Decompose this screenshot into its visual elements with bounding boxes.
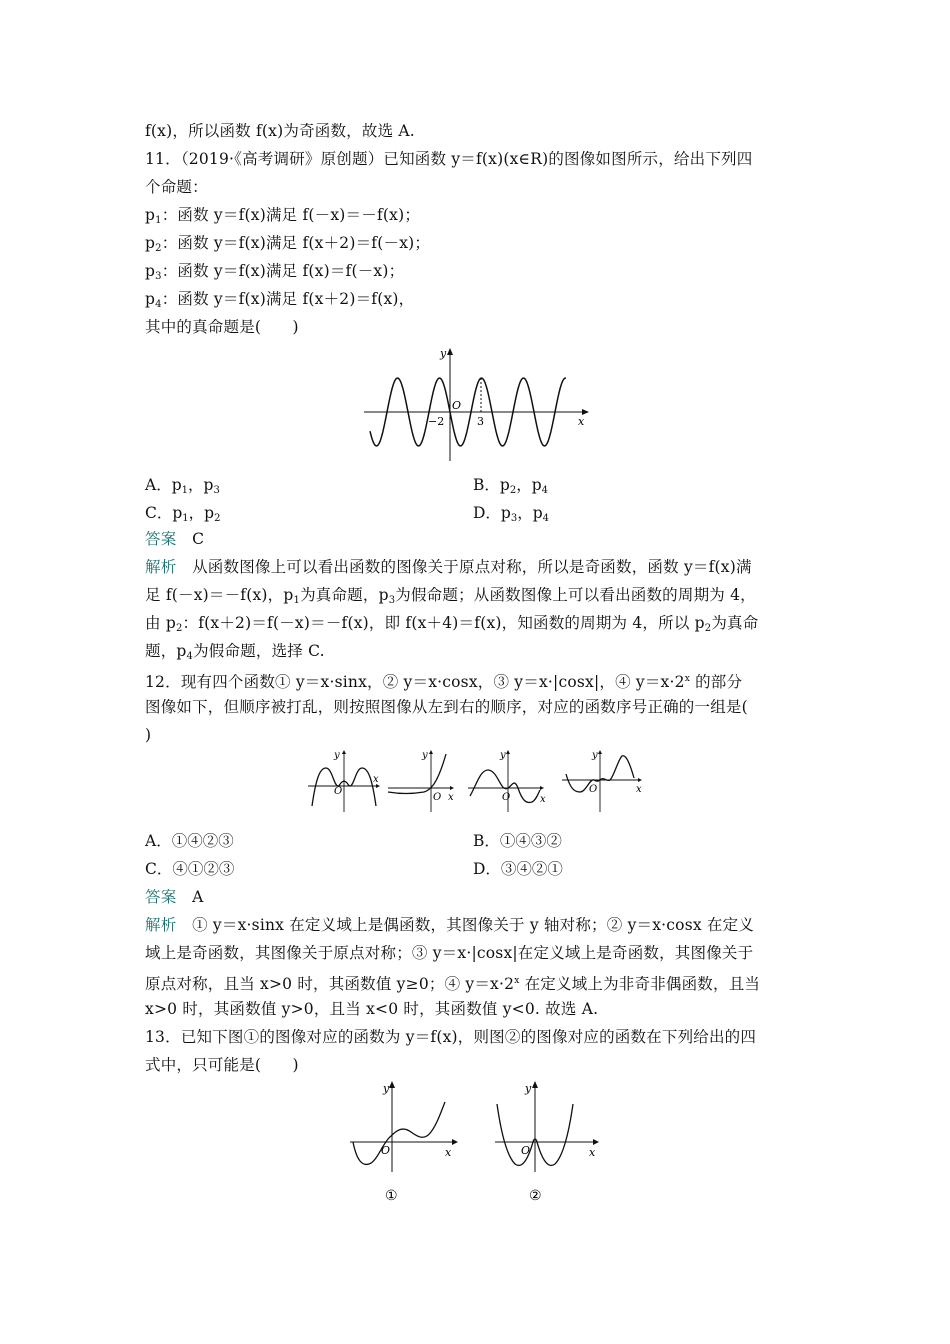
proposition-text: ：函数 y＝f(x)满足 f(－x)＝－f(x)； bbox=[161, 206, 421, 224]
answer-label: 答案 bbox=[145, 888, 177, 906]
q13-graph-2 bbox=[495, 1081, 599, 1204]
question-text: 12．现有四个函数① y＝x·sinx，② y＝x·cosx，③ y＝x·|cosx|，④ y＝x·2 bbox=[145, 673, 685, 691]
y-axis-label: y bbox=[440, 347, 447, 360]
x-axis-label: x bbox=[636, 784, 642, 795]
answer-11 bbox=[145, 529, 204, 549]
option-sub: 1 bbox=[182, 513, 189, 524]
y-axis-label: y bbox=[422, 750, 428, 761]
p-letter: p bbox=[694, 614, 705, 632]
proposition-p4 bbox=[145, 289, 414, 315]
question-text: 的部分 bbox=[689, 673, 743, 691]
option-sub: 4 bbox=[542, 513, 550, 524]
origin-label: O bbox=[502, 792, 511, 803]
q11-graph bbox=[360, 345, 590, 465]
p-letter: p bbox=[283, 586, 294, 604]
question-11-stem-cont: 个命题： bbox=[145, 178, 208, 196]
p-letter: p bbox=[378, 586, 389, 604]
question-11-prompt: 其中的真命题是( ) bbox=[145, 318, 299, 336]
option-12-C[interactable]: C．④①②③ bbox=[145, 860, 235, 878]
explanation-text: 为真命 bbox=[711, 614, 759, 632]
p-letter: p bbox=[165, 614, 176, 632]
x-axis-label: x bbox=[540, 794, 546, 805]
question-12-stem-end: ) bbox=[145, 726, 152, 744]
option-11-B[interactable] bbox=[473, 475, 548, 501]
q12-graphs bbox=[300, 748, 650, 814]
proposition-p1 bbox=[145, 205, 420, 231]
option-11-A[interactable] bbox=[145, 475, 220, 501]
y-axis-arrow bbox=[447, 348, 453, 355]
proposition-p2 bbox=[145, 233, 430, 259]
explanation-text: 原点对称，且当 x>0 时，其函数值 y≥0；④ y＝x·2 bbox=[145, 975, 515, 993]
p-subscript: 3 bbox=[388, 595, 396, 606]
figure-caption-1: ① bbox=[385, 1188, 398, 1204]
answer-value: A bbox=[192, 888, 204, 906]
y-axis-label: y bbox=[334, 750, 340, 761]
option-sub: 2 bbox=[509, 485, 517, 496]
question-13-stem-cont: 式中，只可能是( ) bbox=[145, 1056, 299, 1074]
option-12-A[interactable]: A．①④②③ bbox=[145, 832, 234, 850]
option-text: ，p bbox=[516, 476, 542, 494]
explanation-12-line4: x>0 时，其函数值 y>0，且当 x<0 时，其函数值 y<0. 故选 A. bbox=[145, 1000, 599, 1018]
origin-label: O bbox=[521, 1144, 531, 1157]
option-11-D[interactable] bbox=[473, 503, 549, 529]
x-axis-label: x bbox=[445, 1146, 452, 1159]
explanation-11-line2 bbox=[145, 585, 756, 611]
explanation-text: 为假命题，选择 C. bbox=[193, 642, 325, 660]
figure-caption-2: ② bbox=[529, 1188, 542, 1204]
explanation-text: 由 bbox=[145, 614, 166, 632]
option-12-B[interactable]: B．①④③② bbox=[473, 832, 562, 850]
answer-value: C bbox=[192, 530, 205, 548]
y-axis-label: y bbox=[383, 1082, 390, 1095]
origin-label: O bbox=[433, 792, 442, 803]
x-axis-label: x bbox=[589, 1146, 596, 1159]
option-sub: 1 bbox=[181, 485, 188, 496]
p-subscript: 3 bbox=[155, 271, 162, 282]
question-12-stem-cont: 图像如下，但顺序被打乱，则按照图像从左到右的顺序，对应的函数序号正确的一组是( bbox=[145, 698, 748, 716]
q12-graph-2 bbox=[388, 750, 454, 812]
y-axis-label: y bbox=[525, 1082, 532, 1095]
explanation-text: 为假命题；从函数图像上可以看出函数的周期为 4， bbox=[395, 586, 756, 604]
p-letter: p bbox=[176, 642, 187, 660]
text-line: f(x)，所以函数 f(x)为奇函数，故选 A. bbox=[145, 122, 415, 140]
explanation-text: 从函数图像上可以看出函数的图像关于原点对称，所以是奇函数，函数 y＝f(x)满 bbox=[192, 558, 752, 576]
option-text: D．p bbox=[473, 504, 511, 522]
explanation-11-line3 bbox=[145, 613, 758, 639]
q12-graph-1 bbox=[308, 750, 380, 812]
proposition-text: ：函数 y＝f(x)满足 f(x＋2)＝f(－x)； bbox=[161, 234, 431, 252]
answer-label: 答案 bbox=[145, 530, 177, 548]
option-text: A．p bbox=[145, 476, 182, 494]
proposition-p3 bbox=[145, 261, 404, 287]
option-sub: 4 bbox=[541, 485, 549, 496]
option-sub: 2 bbox=[214, 513, 221, 524]
explanation-label: 解析 bbox=[145, 558, 177, 576]
option-text: B．p bbox=[473, 476, 510, 494]
proposition-text: ：函数 y＝f(x)满足 f(x)＝f(－x)； bbox=[161, 262, 405, 280]
y-axis-label: y bbox=[500, 750, 506, 761]
option-11-C[interactable] bbox=[145, 503, 220, 529]
question-12-stem bbox=[145, 669, 742, 692]
tick-label-3: 3 bbox=[477, 415, 484, 428]
explanation-12-line2: 域上是奇函数，其图像关于原点对称；③ y＝x·|cosx|在定义域上是奇函数，其图像关于 bbox=[145, 944, 754, 962]
p-subscript: 4 bbox=[155, 299, 162, 310]
p-subscript: 2 bbox=[155, 243, 162, 254]
explanation-text: 足 f(－x)＝－f(x)， bbox=[145, 586, 284, 604]
q13-graph-1 bbox=[350, 1081, 458, 1204]
question-13-stem: 13．已知下图①的图像对应的函数为 y＝f(x)，则图②的图像对应的函数在下列给出的四 bbox=[145, 1028, 757, 1046]
y-axis-label: y bbox=[592, 750, 598, 761]
explanation-11-line4 bbox=[145, 641, 325, 667]
explanation-text: 为真命题， bbox=[300, 586, 379, 604]
explanation-12-line1 bbox=[145, 915, 754, 935]
question-11-stem: 11．（2019·《高考调研》原创题）已知函数 y＝f(x)(x∈R)的图像如图所示，给出下列四 bbox=[145, 150, 753, 168]
p-letter: p bbox=[145, 206, 156, 224]
option-text: ，p bbox=[188, 504, 215, 522]
p-subscript: 4 bbox=[186, 651, 194, 662]
x-axis-label: x bbox=[578, 415, 585, 428]
q12-graph-4 bbox=[562, 750, 642, 812]
explanation-text: ① y＝x·sinx 在定义域上是偶函数，其图像关于 y 轴对称；② y＝x·cosx 在定义 bbox=[192, 916, 755, 934]
option-text: C．p bbox=[145, 504, 183, 522]
origin-label: O bbox=[334, 786, 343, 797]
q13-graphs bbox=[345, 1076, 610, 1211]
explanation-text: 题， bbox=[145, 642, 177, 660]
origin-label: O bbox=[452, 399, 462, 412]
p-letter: p bbox=[145, 262, 156, 280]
p-subscript: 1 bbox=[293, 595, 301, 606]
option-sub: 3 bbox=[510, 513, 518, 524]
proposition-text: ：函数 y＝f(x)满足 f(x＋2)＝f(x)， bbox=[161, 290, 415, 308]
option-sub: 3 bbox=[213, 485, 220, 496]
option-12-D[interactable]: D．③④②① bbox=[473, 860, 563, 878]
p-subscript: 1 bbox=[155, 215, 162, 226]
origin-label: O bbox=[589, 784, 598, 795]
explanation-11-line1 bbox=[145, 557, 752, 577]
explanation-text: ：f(x＋2)＝f(－x)＝－f(x)，即 f(x＋4)＝f(x)，知函数的周期为 4，所以 bbox=[182, 614, 695, 632]
p-letter: p bbox=[145, 290, 156, 308]
p-letter: p bbox=[145, 234, 156, 252]
origin-label: O bbox=[381, 1144, 391, 1157]
option-text: ，p bbox=[188, 476, 214, 494]
explanation-label: 解析 bbox=[145, 916, 177, 934]
superscript: x bbox=[514, 976, 520, 986]
explanation-12-line3 bbox=[145, 971, 760, 994]
explanation-text: 在定义域上为非奇非偶函数，且当 bbox=[519, 975, 761, 993]
p-subscript: 2 bbox=[704, 623, 712, 634]
p-subscript: 2 bbox=[175, 623, 183, 634]
q12-graph-3 bbox=[468, 750, 546, 812]
answer-12 bbox=[145, 887, 204, 907]
x-axis-label: x bbox=[373, 774, 379, 785]
option-text: ，p bbox=[517, 504, 543, 522]
x-axis-label: x bbox=[448, 792, 454, 803]
superscript: x bbox=[684, 674, 690, 684]
tick-label-neg2: −2 bbox=[428, 415, 445, 428]
